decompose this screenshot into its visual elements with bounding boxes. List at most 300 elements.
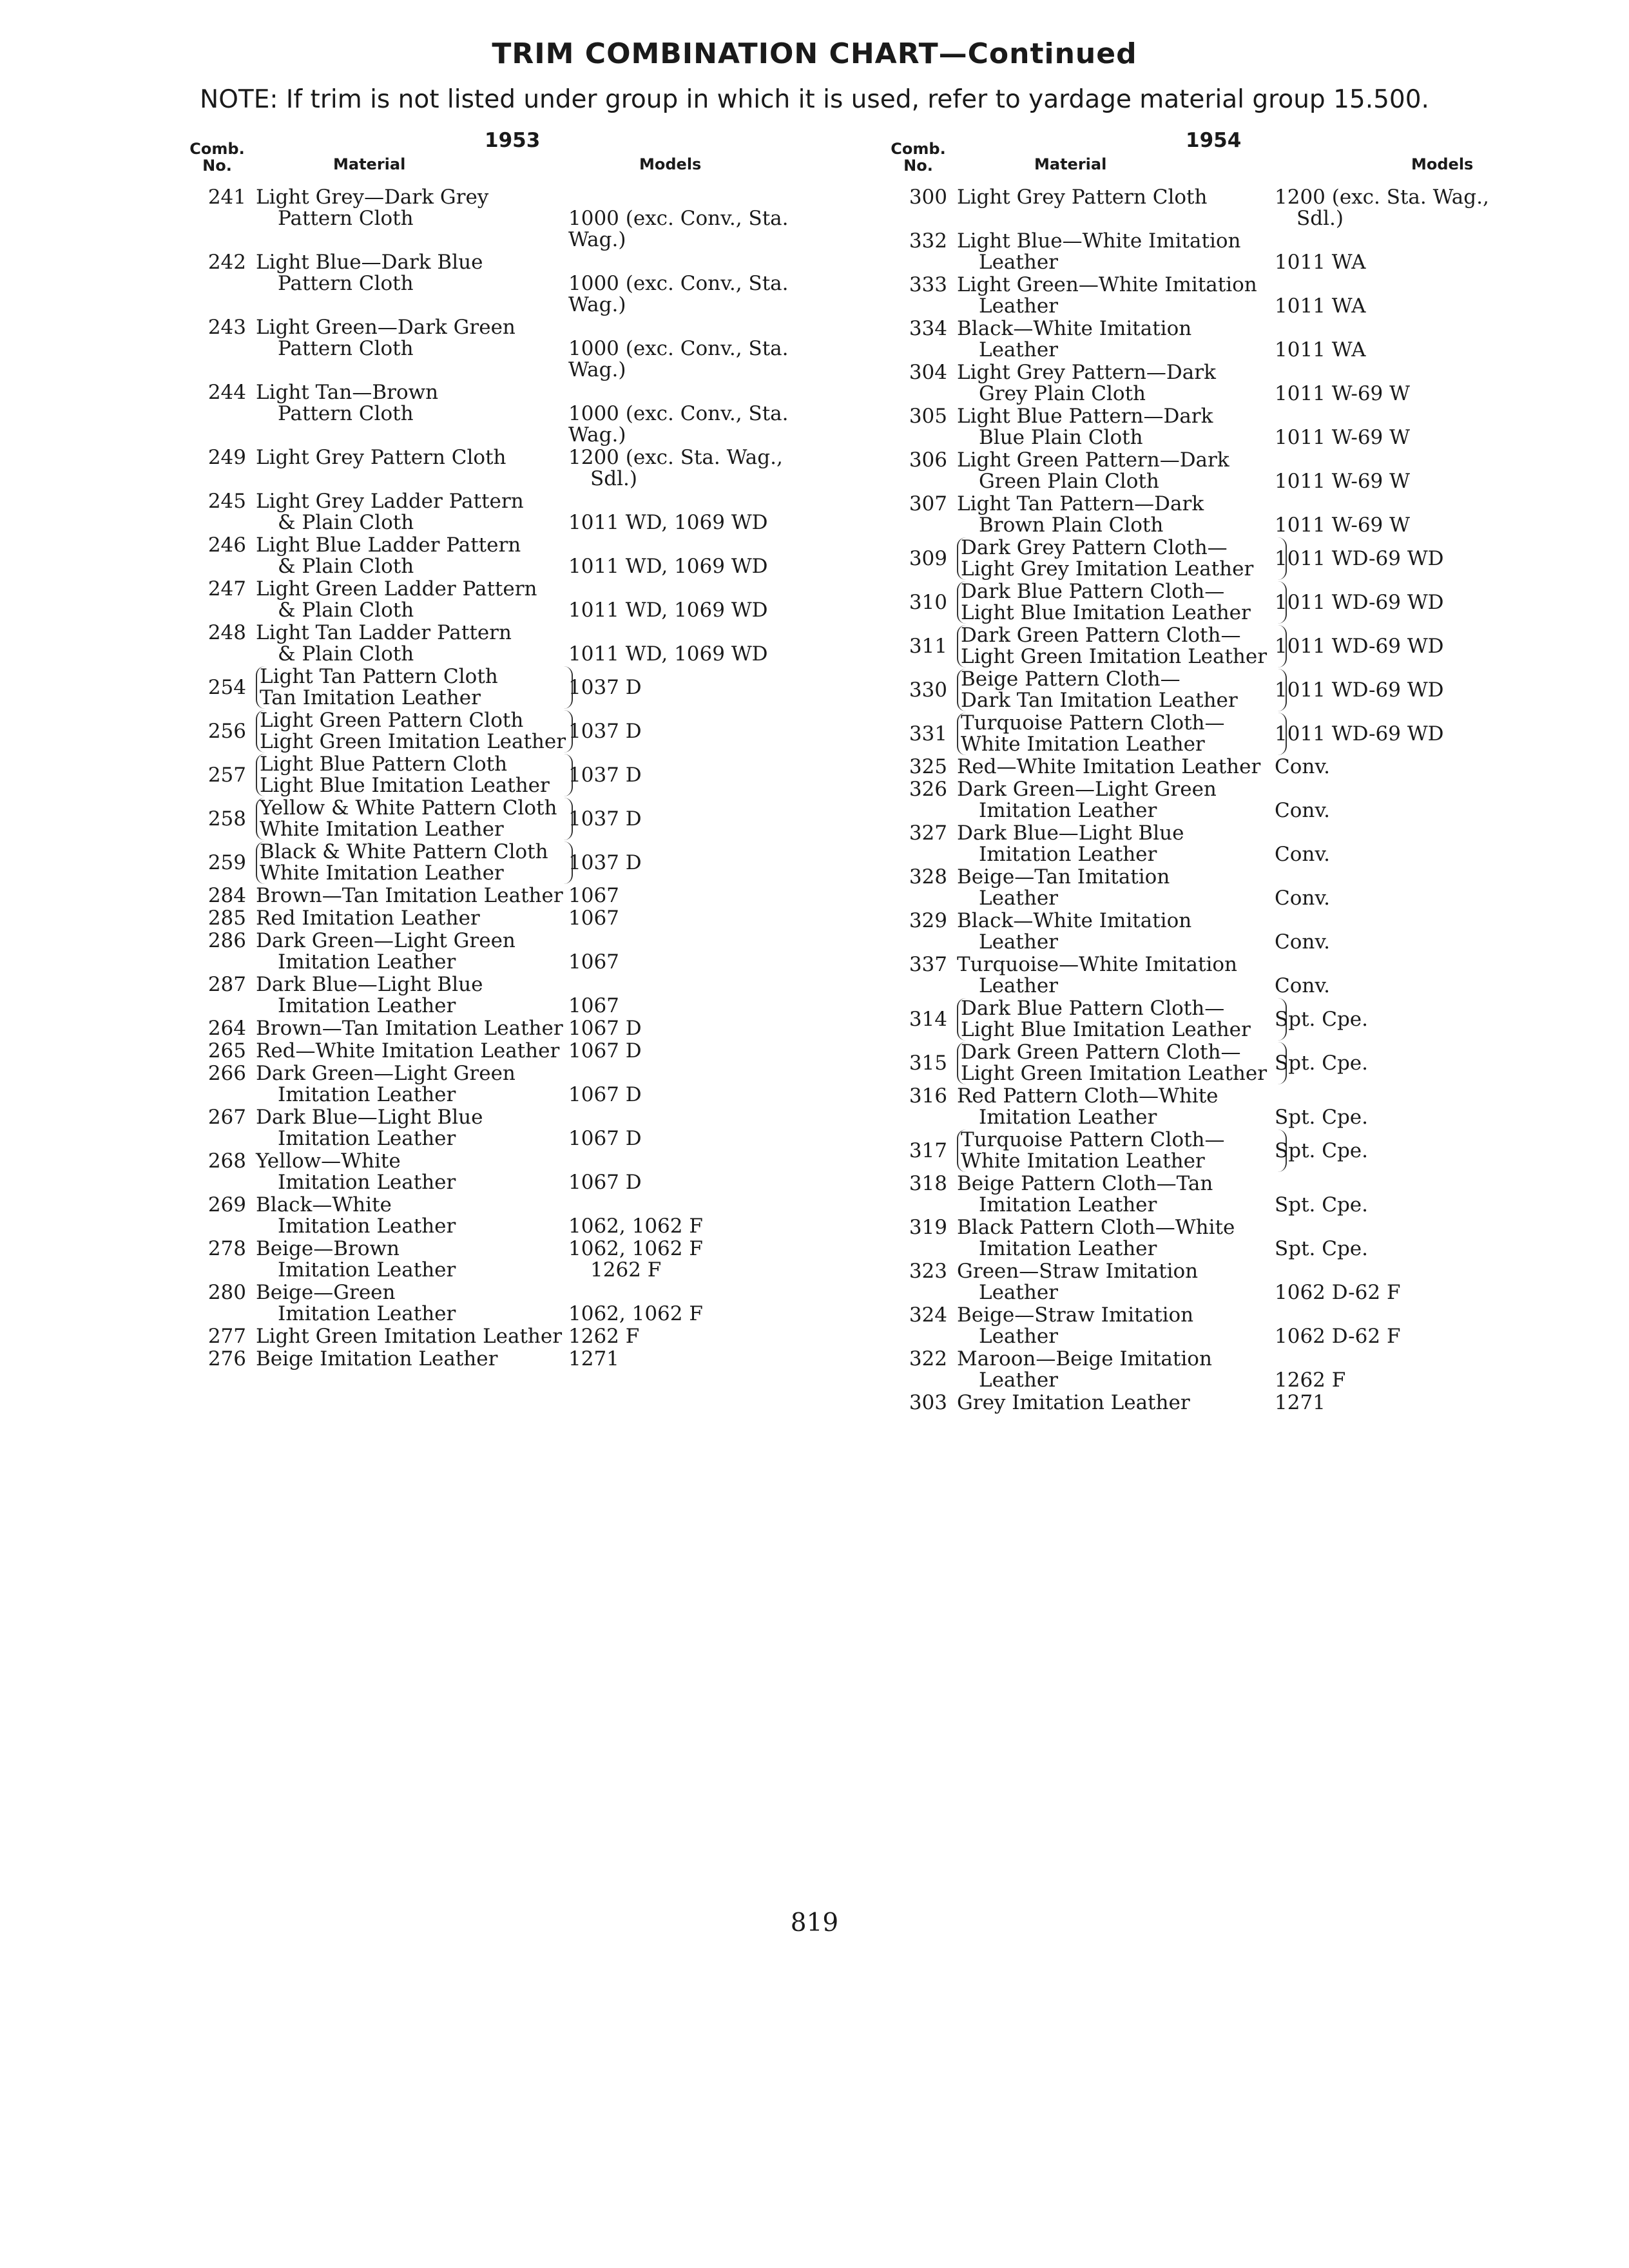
models-line: 1067 — [568, 907, 619, 930]
models-cell — [1275, 1392, 1610, 1414]
material-line: Dark Green—Light Green — [957, 778, 1217, 801]
material-cell — [957, 1086, 1279, 1128]
table-row — [883, 910, 1611, 954]
material-line: Light Grey Ladder Pattern — [256, 490, 524, 513]
material-line: White Imitation Leather — [260, 861, 504, 885]
comb-number: 276 — [207, 1347, 246, 1370]
models-line: 1011 WD, 1069 WD — [568, 642, 768, 666]
comb-number: 327 — [909, 822, 947, 845]
models-line: 1067 — [568, 994, 619, 1017]
material-line: & Plain Cloth — [278, 642, 414, 666]
material-line: Beige—Green — [256, 1281, 396, 1304]
material-line: & Plain Cloth — [278, 599, 414, 622]
material-line: Brown—Tan Imitation Leather — [256, 1017, 563, 1040]
material-line: Light Tan Ladder Pattern — [256, 621, 512, 644]
material-line: Light Green—Dark Green — [256, 316, 516, 339]
material-line: Leather — [979, 1281, 1059, 1304]
comb-number: 268 — [207, 1149, 246, 1173]
models-line — [568, 1107, 839, 1128]
models-line — [568, 382, 839, 403]
material-line: Red—White Imitation Leather — [256, 1039, 560, 1062]
table-row — [182, 1282, 839, 1326]
models-cell — [1275, 1173, 1610, 1216]
models-cell — [568, 1041, 839, 1062]
models-line: 1262 F — [1275, 1369, 1346, 1392]
material-line: Black Pattern Cloth—White — [957, 1216, 1235, 1239]
table-row — [182, 710, 839, 754]
models-line — [1275, 406, 1610, 427]
material-cell — [256, 1041, 565, 1062]
material-cell — [256, 1282, 565, 1325]
material-line: Red Imitation Leather — [256, 907, 480, 930]
comb-number: 319 — [909, 1216, 947, 1239]
material-line: Pattern Cloth — [278, 207, 414, 230]
models-line: Conv. — [1275, 755, 1331, 778]
models-line: 1011 WD-69 WD — [1275, 634, 1444, 658]
material-line: Turquoise—White Imitation — [957, 953, 1237, 976]
models-line — [568, 1282, 839, 1303]
table-row — [182, 754, 839, 798]
comb-number: 245 — [207, 490, 246, 513]
models-cell — [1275, 362, 1610, 405]
comb-number: 247 — [207, 577, 246, 601]
table-row — [182, 491, 839, 535]
table-row — [883, 318, 1611, 362]
models-cell — [1275, 680, 1610, 701]
material-line: Imitation Leather — [979, 1106, 1157, 1129]
comb-number: 310 — [909, 590, 947, 614]
models-line: 1262 F — [590, 1258, 662, 1282]
material-line: Light Green Imitation Leather — [961, 1062, 1268, 1085]
material-cell — [957, 1392, 1279, 1414]
material-line: Imitation Leather — [278, 1258, 456, 1282]
table-row — [883, 669, 1611, 713]
comb-number: 243 — [207, 316, 246, 339]
models-cell — [1275, 867, 1610, 909]
comb-number: 317 — [909, 1139, 947, 1162]
material-line: Light Blue—Dark Blue — [256, 251, 483, 274]
comb-number: 241 — [207, 186, 246, 209]
models-line: Conv. — [1275, 799, 1331, 822]
material-line: Light Blue Imitation Leather — [961, 601, 1251, 624]
material-line: Light Green Ladder Pattern — [256, 577, 537, 601]
table-row — [883, 274, 1611, 318]
models-line: 1011 W-69 W — [1275, 382, 1410, 405]
table-row — [182, 1018, 839, 1041]
models-cell — [1275, 1305, 1610, 1347]
models-line — [568, 1195, 839, 1216]
models-cell — [568, 317, 839, 381]
models-cell — [1275, 1086, 1610, 1128]
material-cell — [957, 1217, 1279, 1260]
material-cell — [256, 1107, 565, 1149]
comb-number: 277 — [207, 1325, 246, 1348]
material-cell — [256, 1151, 565, 1193]
models-line: Sdl.) — [1296, 207, 1344, 230]
table-row — [883, 406, 1611, 450]
material-cell — [256, 974, 565, 1017]
models-line — [568, 317, 839, 338]
models-cell — [568, 721, 839, 742]
material-line: Leather — [979, 930, 1059, 954]
comb-number: 325 — [909, 755, 947, 778]
models-line: Sdl.) — [590, 467, 637, 490]
models-cell — [1275, 1053, 1610, 1074]
table-row — [883, 1042, 1611, 1086]
column-header-material: Material — [1034, 155, 1107, 173]
comb-number: 311 — [909, 634, 947, 658]
trim-rows — [182, 187, 839, 1371]
comb-number: 278 — [207, 1237, 246, 1260]
models-cell — [1275, 450, 1610, 492]
models-cell — [568, 908, 839, 929]
models-line — [1275, 867, 1610, 888]
material-cell — [957, 910, 1279, 953]
material-cell — [957, 581, 1287, 624]
material-line: Beige Imitation Leather — [256, 1347, 498, 1370]
material-cell — [957, 954, 1279, 997]
material-line: Light Blue Pattern Cloth — [260, 753, 508, 776]
table-row — [182, 1063, 839, 1107]
models-line: 1067 D — [568, 1127, 642, 1150]
material-line: Dark Grey Pattern Cloth— — [961, 536, 1228, 559]
table-row — [883, 494, 1611, 537]
material-line: Turquoise Pattern Cloth— — [961, 711, 1225, 735]
models-cell — [568, 1018, 839, 1039]
models-cell — [568, 974, 839, 1017]
material-cell — [256, 1195, 565, 1237]
models-line: 1271 — [568, 1347, 619, 1370]
material-cell — [256, 579, 565, 621]
material-line: Dark Blue—Light Blue — [256, 1106, 483, 1129]
models-cell — [1275, 823, 1610, 865]
table-row — [883, 823, 1611, 867]
material-line: Brown Plain Cloth — [979, 514, 1164, 537]
models-cell — [1275, 779, 1610, 822]
material-line: Beige Pattern Cloth— — [961, 668, 1181, 691]
models-cell — [1275, 548, 1610, 570]
models-cell — [568, 809, 839, 830]
models-line — [568, 535, 839, 556]
material-line: Imitation Leather — [278, 1302, 456, 1325]
material-line: Dark Blue Pattern Cloth— — [961, 580, 1225, 603]
table-row — [182, 666, 839, 710]
table-row — [182, 187, 839, 252]
comb-number: 284 — [207, 884, 246, 907]
column-header-models: Models — [639, 155, 702, 173]
models-cell — [1275, 724, 1610, 745]
models-line: 1037 D — [568, 675, 642, 699]
models-cell — [1275, 756, 1610, 778]
table-row — [883, 867, 1611, 910]
table-row — [182, 1151, 839, 1195]
models-line: 1062 D-62 F — [1275, 1325, 1401, 1348]
models-line: 1200 (exc. Sta. Wag., — [1275, 186, 1489, 209]
material-cell — [957, 1261, 1279, 1303]
material-line: Dark Green Pattern Cloth— — [961, 1041, 1241, 1064]
material-line: Light Blue Pattern—Dark — [957, 405, 1213, 428]
material-cell — [957, 867, 1279, 909]
models-line: 1037 D — [568, 763, 642, 787]
comb-number: 316 — [909, 1084, 947, 1108]
models-line: 1062, 1062 F — [568, 1215, 703, 1238]
models-cell — [568, 535, 839, 577]
models-cell — [568, 252, 839, 316]
table-row — [883, 998, 1611, 1042]
table-row — [883, 625, 1611, 669]
material-line: Light Tan—Brown — [256, 381, 439, 404]
page-title: TRIM COMBINATION CHART—Continued — [492, 37, 1137, 70]
models-line: 1011 W-69 W — [1275, 470, 1410, 493]
material-line: Imitation Leather — [278, 1171, 456, 1194]
material-cell — [957, 450, 1279, 492]
material-line: White Imitation Leather — [260, 818, 504, 841]
material-cell — [957, 362, 1279, 405]
material-cell — [957, 1042, 1287, 1084]
models-line: 1262 F — [568, 1325, 640, 1348]
material-line: Grey Plain Cloth — [979, 382, 1146, 405]
models-line: Spt. Cpe. — [1275, 1237, 1369, 1260]
material-line: Light Grey Pattern Cloth — [256, 446, 506, 469]
models-cell — [568, 187, 839, 251]
models-line — [1275, 494, 1610, 515]
models-cell — [568, 1349, 839, 1370]
models-line: 1011 WD, 1069 WD — [568, 599, 768, 622]
material-line: Leather — [979, 887, 1059, 910]
table-row — [182, 1238, 839, 1282]
models-line: 1067 D — [568, 1039, 642, 1062]
models-cell — [1275, 406, 1610, 448]
models-line: 1011 W-69 W — [1275, 514, 1410, 537]
models-line: 1062, 1062 F — [568, 1237, 703, 1260]
models-cell — [1275, 318, 1610, 361]
models-line — [1275, 318, 1610, 340]
material-line: Light Blue Imitation Leather — [260, 774, 550, 797]
comb-number: 269 — [207, 1193, 246, 1216]
material-line: Maroon—Beige Imitation — [957, 1347, 1212, 1370]
models-line: Spt. Cpe. — [1275, 1193, 1369, 1216]
models-line — [568, 1151, 839, 1172]
material-cell — [957, 779, 1279, 822]
comb-number: 323 — [909, 1260, 947, 1283]
models-line: 1000 (exc. Conv., Sta. — [568, 207, 789, 230]
material-cell — [256, 930, 565, 973]
material-line: Yellow & White Pattern Cloth — [260, 796, 557, 820]
models-line — [568, 1063, 839, 1084]
material-cell — [957, 1349, 1279, 1391]
column-header-models: Models — [1411, 155, 1474, 173]
column-header-comb: Comb. — [891, 140, 946, 158]
material-line: Green—Straw Imitation — [957, 1260, 1199, 1283]
material-line: Light Grey Pattern—Dark — [957, 361, 1216, 384]
column-header-material: Material — [333, 155, 406, 173]
material-line: Dark Tan Imitation Leather — [961, 689, 1238, 712]
table-row — [883, 1173, 1611, 1217]
material-line: Leather — [979, 251, 1059, 274]
material-line: Imitation Leather — [278, 994, 456, 1017]
models-line: 1200 (exc. Sta. Wag., — [568, 446, 783, 469]
table-row — [883, 779, 1611, 823]
models-cell — [1275, 1349, 1610, 1391]
trim-rows — [883, 187, 1611, 1415]
table-row — [182, 1349, 839, 1371]
table-row — [182, 930, 839, 974]
table-row — [182, 908, 839, 930]
comb-number: 256 — [207, 719, 246, 743]
material-line: Imitation Leather — [979, 1237, 1157, 1260]
table-row — [883, 1086, 1611, 1129]
models-line — [1275, 1261, 1610, 1282]
models-line — [1275, 1217, 1610, 1238]
table-row — [182, 252, 839, 317]
models-line — [1275, 231, 1610, 252]
models-cell — [568, 491, 839, 533]
models-line — [568, 187, 839, 208]
material-cell — [957, 318, 1279, 361]
comb-number: 329 — [909, 909, 947, 932]
models-line — [1275, 274, 1610, 296]
table-row — [182, 1107, 839, 1151]
models-line: 1067 D — [568, 1171, 642, 1194]
material-cell — [256, 1018, 565, 1039]
material-line: Leather — [979, 1325, 1059, 1348]
material-cell — [256, 317, 565, 360]
comb-number: 264 — [207, 1017, 246, 1040]
models-cell — [1275, 494, 1610, 536]
comb-number: 328 — [909, 865, 947, 889]
models-line — [1275, 1086, 1610, 1107]
models-cell — [568, 1151, 839, 1193]
comb-number: 322 — [909, 1347, 947, 1370]
material-line: Green Plain Cloth — [979, 470, 1159, 493]
models-line: Spt. Cpe. — [1275, 1139, 1369, 1162]
material-line: Light Green Pattern—Dark — [957, 448, 1229, 472]
models-cell — [1275, 231, 1610, 273]
material-line: Light Grey—Dark Grey — [256, 186, 489, 209]
material-line: Dark Blue Pattern Cloth— — [961, 997, 1225, 1020]
comb-number: 246 — [207, 533, 246, 557]
material-line: Leather — [979, 338, 1059, 361]
models-line: 1062 D-62 F — [1275, 1281, 1401, 1304]
models-line: 1011 WD, 1069 WD — [568, 511, 768, 534]
models-line: 1000 (exc. Conv., Sta. — [568, 272, 789, 295]
material-cell — [957, 1305, 1279, 1347]
material-line: Imitation Leather — [979, 799, 1157, 822]
models-line: Wag.) — [568, 358, 626, 381]
material-line: Light Green Imitation Leather — [961, 645, 1268, 668]
comb-number: 330 — [909, 678, 947, 702]
comb-number: 266 — [207, 1062, 246, 1085]
material-line: Black—White — [256, 1193, 392, 1216]
models-cell — [568, 1195, 839, 1237]
material-cell — [957, 406, 1279, 448]
models-line — [1275, 910, 1610, 932]
models-line — [568, 252, 839, 273]
material-cell — [256, 491, 565, 533]
models-line: 1067 — [568, 950, 619, 974]
models-line: 1011 WA — [1275, 338, 1366, 361]
models-cell — [1275, 1261, 1610, 1303]
comb-number: 265 — [207, 1039, 246, 1062]
comb-number: 248 — [207, 621, 246, 644]
models-cell — [568, 447, 839, 490]
table-row — [182, 579, 839, 622]
material-line: Light Grey Pattern Cloth — [957, 186, 1208, 209]
comb-number: 315 — [909, 1051, 947, 1075]
table-row — [182, 974, 839, 1018]
models-line: 1011 WA — [1275, 294, 1366, 318]
models-line — [568, 930, 839, 952]
models-line: 1011 WD-69 WD — [1275, 546, 1444, 570]
material-line: Beige—Straw Imitation — [957, 1303, 1194, 1327]
models-cell — [568, 1063, 839, 1106]
models-cell — [568, 579, 839, 621]
comb-number: 324 — [909, 1303, 947, 1327]
material-cell — [957, 756, 1279, 778]
material-cell — [256, 382, 565, 425]
material-line: Red—White Imitation Leather — [957, 755, 1261, 778]
models-cell — [568, 1326, 839, 1347]
table-row — [883, 187, 1611, 231]
material-line: Light Green Pattern Cloth — [260, 709, 524, 732]
models-cell — [568, 930, 839, 973]
comb-number: 304 — [909, 361, 947, 384]
material-line: Light Green Imitation Leather — [256, 1325, 563, 1348]
models-line: 1011 WD-69 WD — [1275, 678, 1444, 702]
models-cell — [1275, 636, 1610, 657]
material-line: Imitation Leather — [278, 1215, 456, 1238]
material-cell — [957, 231, 1279, 273]
column-header-no: No. — [903, 157, 933, 175]
models-cell — [568, 1238, 839, 1281]
material-line: Leather — [979, 974, 1059, 997]
table-row — [883, 1392, 1611, 1415]
table-row — [182, 798, 839, 841]
models-line: Wag.) — [568, 423, 626, 447]
material-line: Light Blue Imitation Leather — [961, 1018, 1251, 1041]
models-cell — [1275, 592, 1610, 613]
material-cell — [957, 187, 1279, 208]
table-row — [182, 841, 839, 885]
page-note: NOTE: If trim is not listed under group in which it is used, refer to yardage material group 15.500. — [200, 85, 1429, 114]
models-line: 1037 D — [568, 719, 642, 743]
material-line: Light Blue Ladder Pattern — [256, 533, 521, 557]
models-line — [1275, 954, 1610, 975]
comb-number: 326 — [909, 778, 947, 801]
models-line: 1011 WD, 1069 WD — [568, 555, 768, 578]
comb-number: 280 — [207, 1281, 246, 1304]
material-line: Beige—Brown — [256, 1237, 400, 1260]
material-line: Black & White Pattern Cloth — [260, 840, 548, 863]
comb-number: 285 — [207, 907, 246, 930]
models-line: Wag.) — [568, 228, 626, 251]
models-line: 1000 (exc. Conv., Sta. — [568, 402, 789, 425]
column-header-comb-no — [182, 140, 253, 174]
table-row — [883, 450, 1611, 494]
comb-number: 257 — [207, 763, 246, 787]
material-line: Dark Green—Light Green — [256, 1062, 516, 1085]
table-row — [182, 1326, 839, 1349]
models-line — [568, 491, 839, 512]
models-cell — [568, 622, 839, 665]
models-line: 1037 D — [568, 850, 642, 874]
comb-number: 258 — [207, 807, 246, 831]
models-line: Spt. Cpe. — [1275, 1051, 1369, 1075]
comb-number: 332 — [909, 229, 947, 253]
material-cell — [957, 274, 1279, 317]
material-line: Light Tan Pattern Cloth — [260, 665, 498, 688]
material-line: Black—White Imitation — [957, 317, 1192, 340]
